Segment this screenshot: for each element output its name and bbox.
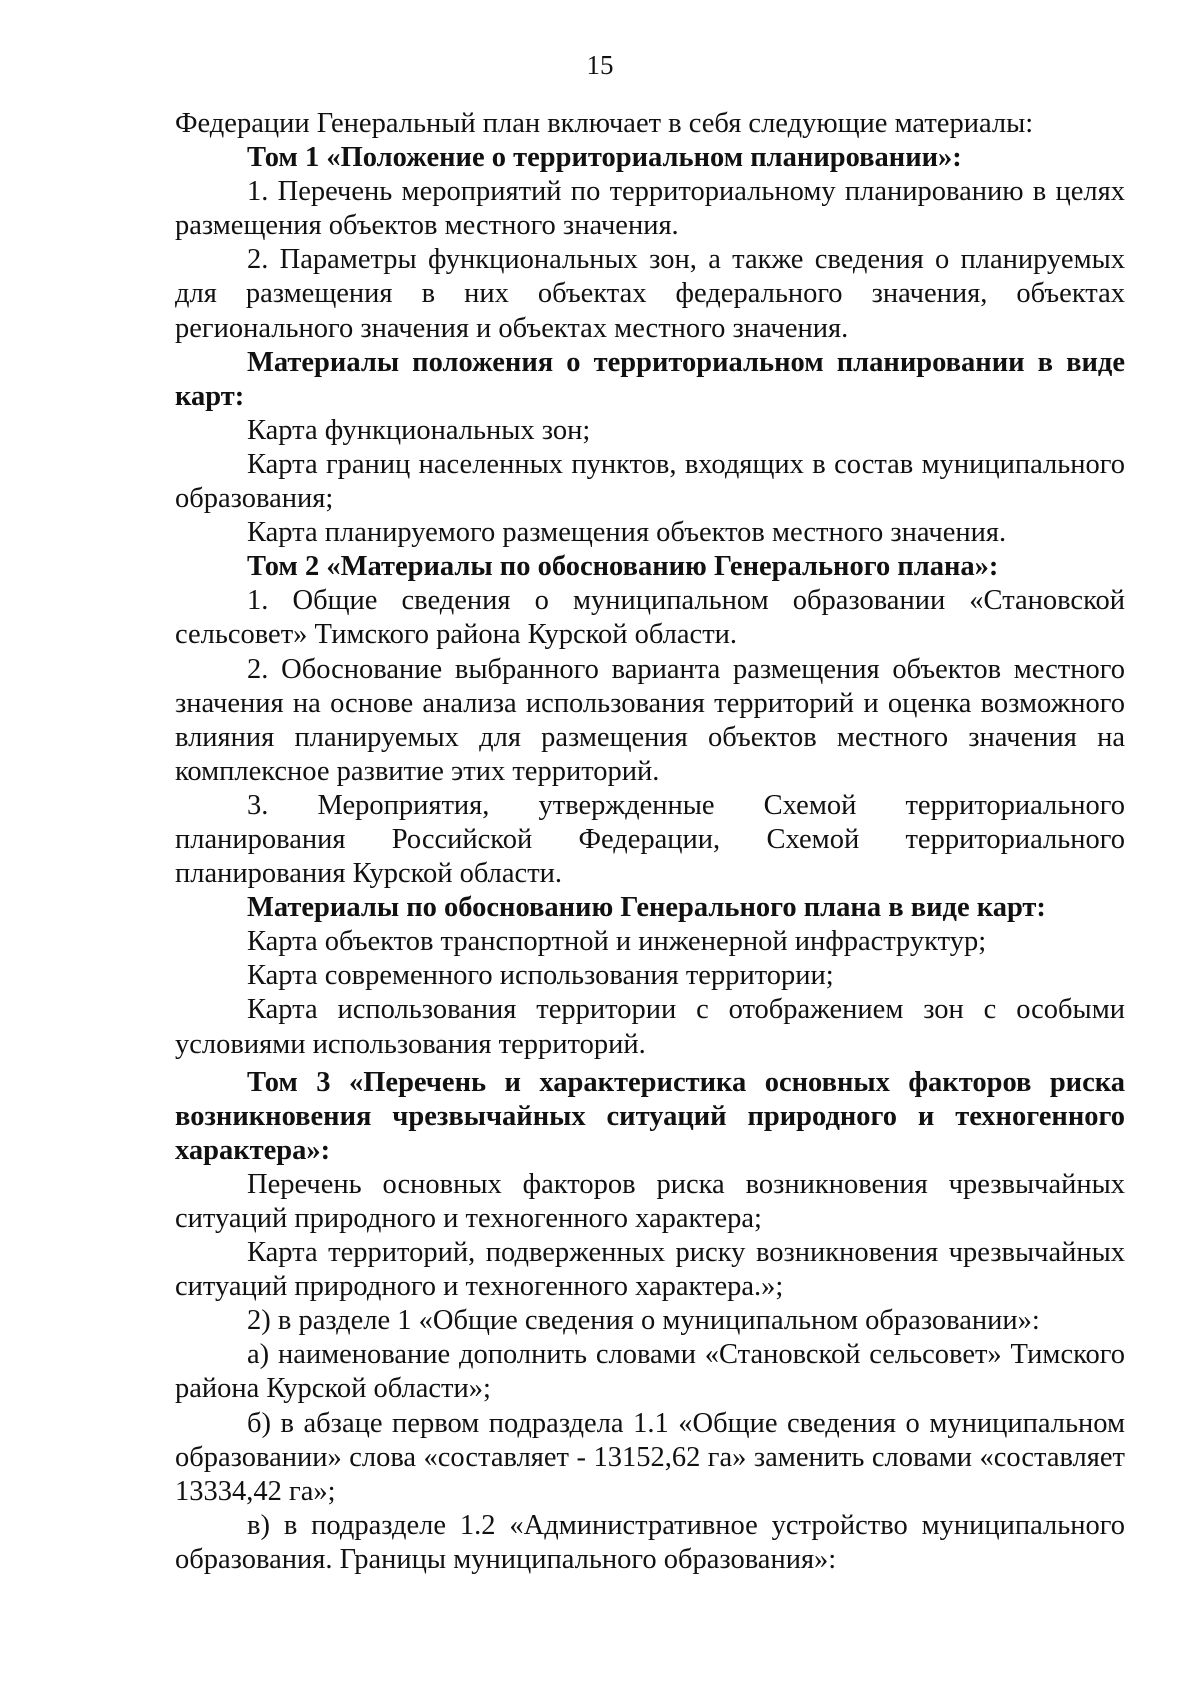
amendment-section-1: 2) в разделе 1 «Общие сведения о муниципальном образовании»: [247,1305,1040,1337]
heading-volume-3: Том 3 «Перечень и характеристика основных факторов риска возникновения чрезвычайных ситуаций природного и техногенного характера»: [175,1066,1125,1166]
page-number: 15 [586,50,614,80]
amendment-item-b: б) в абзаце первом подраздела 1.1 «Общие сведения о муниципальном образовании» слова «составляет - 13152,62 га» заменить словами «составляет 13334,42 га»; [175,1407,1125,1507]
map-item-risk-territories: Карта территорий, подверженных риску возникновения чрезвычайных ситуаций природного и техногенного характера.»; [175,1237,1125,1303]
map-item-special-zones: Карта использования территории с отображением зон с особыми условиями использования территорий. [175,994,1125,1060]
list-item-volume-3-1: Перечень основных факторов риска возникновения чрезвычайных ситуаций природного и техногенного характера; [175,1168,1125,1234]
heading-volume-1: Том 1 «Положение о территориальном планировании»: [247,142,962,174]
list-item-volume-1-1: 1. Перечень мероприятий по территориальному планированию в целях размещения объектов местного значения. [175,176,1125,242]
map-item-functional-zones: Карта функциональных зон; [247,414,591,446]
map-item-current-use: Карта современного использования территории; [247,960,834,992]
list-item-volume-2-3: 3. Мероприятия, утвержденные Схемой территориального планирования Российской Федерации, Схемой территориального планирования Курской области. [175,789,1125,890]
map-item-planned-objects: Карта планируемого размещения объектов местного значения. [247,517,1007,549]
list-item-volume-1-2: 2. Параметры функциональных зон, а также сведения о планируемых для размещения в них объектах федерального значения, объектах регионального значения и объектах местного значения. [175,244,1125,344]
list-item-volume-2-1: 1. Общие сведения о муниципальном образовании «Становской сельсовет» Тимского района Курской области. [175,585,1125,651]
heading-volume-2: Том 2 «Материалы по обоснованию Генерального плана»: [247,551,999,583]
heading-volume-1-maps: Материалы положения о территориальном планировании в виде карт: [175,346,1125,412]
list-item-volume-2-2: 2. Обоснование выбранного варианта размещения объектов местного значения на основе анализа использования территорий и оценка возможного влияния планируемых для размещения объектов местного значения на комплексное развитие этих территорий. [175,653,1125,787]
document-body [175,107,1125,1577]
amendment-item-a: а) наименование дополнить словами «Становской сельсовет» Тимского района Курской области»; [175,1339,1125,1405]
heading-volume-2-maps: Материалы по обоснованию Генерального плана в виде карт: [247,892,1046,924]
paragraph-intro: Федерации Генеральный план включает в себя следующие материалы: [175,108,1034,139]
map-item-settlement-borders: Карта границ населенных пунктов, входящих в состав муниципального образования; [175,448,1125,515]
map-item-infrastructure: Карта объектов транспортной и инженерной инфраструктур; [247,926,987,958]
amendment-item-v: в) в подразделе 1.2 «Административное устройство муниципального образования. Границы муниципального образования»: [175,1509,1125,1575]
